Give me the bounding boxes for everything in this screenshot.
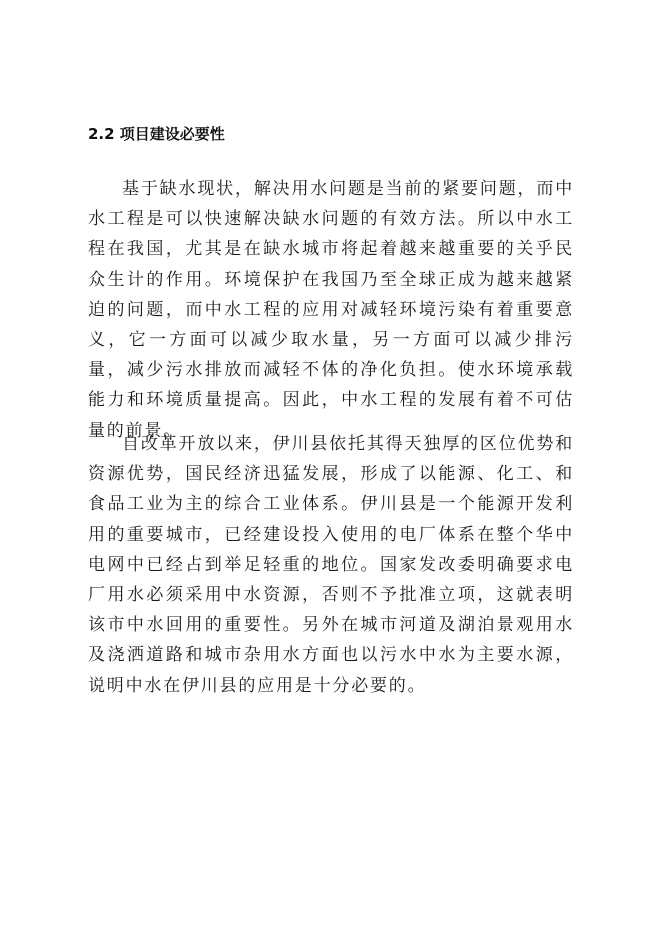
paragraph-yichuan-context: 自改革开放以来，伊川县依托其得天独厚的区位优势和资源优势，国民经济迅猛发展，形成了以能源、化工、和食品工业为主的综合工业体系。伊川县是一个能源开发利用的重要城市，已经建设投入使用的电厂体系在整个华中电网中已经占到举足轻重的地位。国家发改委明确要求电厂用水必须采用中水资源，否则不予批准立项，这就表明该市中水回用的重要性。另外在城市河道及湖泊景观用水及浇洒道路和城市杂用水方面也以污水中水为主要水源，说明中水在伊川县的应用是十分必要的。 — [88, 434, 574, 696]
section-heading: 2.2 项目建设必要性 — [88, 125, 225, 143]
paragraph-necessity-intro: 基于缺水现状，解决用水问题是当前的紧要问题，而中水工程是可以快速解决缺水问题的有效方法。所以中水工程在我国，尤其是在缺水城市将起着越来越重要的关乎民众生计的作用。环境保护在我国乃至全球正成为越来越紧迫的问题，而中水工程的应用对减轻环境污染有着重要意义，它一方面可以减少取水量，另一方面可以减少排污量，减少污水排放而减轻不体的净化负担。使水环境承载能力和环境质量提高。因此，中水工程的发展有着不可估量的前景。 — [88, 179, 574, 441]
